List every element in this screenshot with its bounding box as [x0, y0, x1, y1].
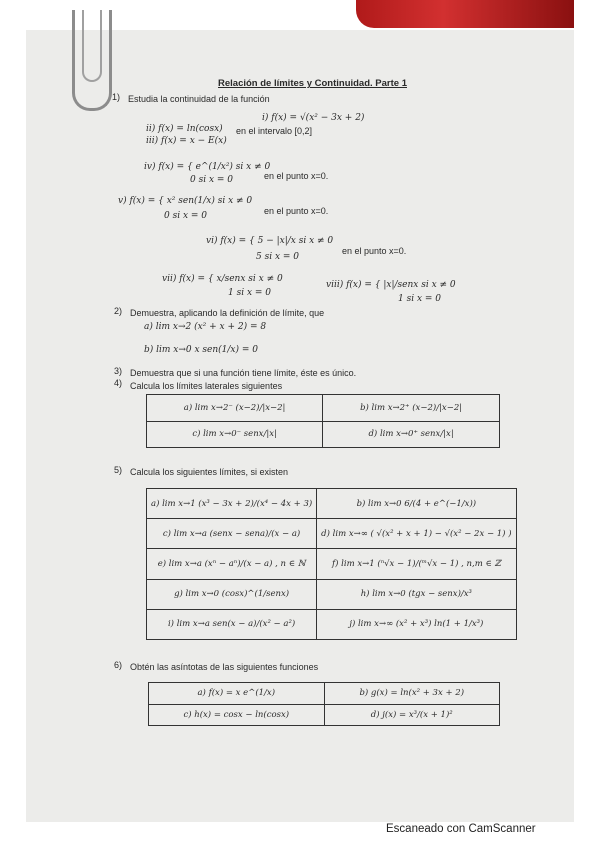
q1-viii-line1: viii) f(x) = { |x|/senx si x ≠ 0 — [326, 280, 456, 290]
q5-h: h) lim x→0 (tgx − senx)/x³ — [317, 579, 516, 609]
q1-vi-note: en el punto x=0. — [342, 246, 407, 256]
q5-e: e) lim x→a (xⁿ − aⁿ)/(x − a) , n ∈ ℕ — [147, 549, 317, 579]
q4-a: a) lim x→2⁻ (x−2)/|x−2| — [147, 395, 323, 422]
red-cover-corner — [356, 0, 574, 28]
q1-vii-line2: 1 si x = 0 — [228, 288, 272, 298]
q2-b: b) lim x→0 x sen(1/x) = 0 — [144, 345, 259, 355]
q5-d: d) lim x→∞ ( √(x² + x + 1) − √(x² − 2x − 1) ) — [317, 519, 516, 549]
q5-table — [146, 488, 517, 640]
q6-a: a) f(x) = x e^(1/x) — [149, 683, 325, 705]
q5-text: Calcula los siguientes límites, si existen — [130, 467, 289, 477]
paperclip-inner-icon — [82, 10, 102, 82]
q1-vii-line1: vii) f(x) = { x/senx si x ≠ 0 — [162, 274, 283, 284]
q5-a: a) lim x→1 (x³ − 3x + 2)/(x⁴ − 4x + 3) — [147, 489, 317, 519]
q3-text: Demuestra que si una función tiene límite, éste es único. — [130, 368, 357, 378]
page-title: Relación de límites y Continuidad. Parte 1 — [218, 78, 407, 89]
q3-number: 3) — [114, 366, 123, 376]
scanner-watermark: Escaneado con CamScanner — [386, 823, 536, 835]
q6-table — [148, 682, 500, 726]
q2-a: a) lim x→2 (x² + x + 2) = 8 — [144, 322, 267, 332]
q4-text: Calcula los límites laterales siguientes — [130, 381, 283, 391]
q6-number: 6) — [114, 660, 123, 670]
q5-c: c) lim x→a (senx − sena)/(x − a) — [147, 519, 317, 549]
q1-vi-line2: 5 si x = 0 — [256, 252, 300, 262]
q6-d: d) j(x) = x³/(x + 1)² — [324, 704, 500, 726]
q5-f: f) lim x→1 (ⁿ√x − 1)/(ᵐ√x − 1) , n,m ∈ ℤ — [317, 549, 516, 579]
q5-i: i) lim x→a sen(x − a)/(x² − a²) — [147, 609, 317, 639]
q6-b: b) g(x) = ln(x² + 3x + 2) — [324, 683, 500, 705]
q1-v-note: en el punto x=0. — [264, 206, 329, 216]
q1-iii: iii) f(x) = x − E(x) — [146, 136, 227, 146]
scanned-page — [26, 0, 574, 822]
q1-ii-interval: en el intervalo [0,2] — [236, 126, 313, 136]
q6-text: Obtén las asíntotas de las siguientes funciones — [130, 662, 319, 672]
q1-iv-note: en el punto x=0. — [264, 171, 329, 181]
q5-j: j) lim x→∞ (x² + x³) ln(1 + 1/x³) — [317, 609, 516, 639]
q4-b: b) lim x→2⁺ (x−2)/|x−2| — [323, 395, 500, 422]
q1-number: 1) — [112, 92, 121, 102]
q1-v-line1: v) f(x) = { x² sen(1/x) si x ≠ 0 — [118, 196, 253, 206]
q4-d: d) lim x→0⁺ senx/|x| — [323, 421, 500, 448]
q1-iv-line2: 0 si x = 0 — [190, 175, 234, 185]
q2-number: 2) — [114, 306, 123, 316]
q5-b: b) lim x→0 6/(4 + e^(−1/x)) — [317, 489, 516, 519]
q4-number: 4) — [114, 378, 123, 388]
q4-c: c) lim x→0⁻ senx/|x| — [147, 421, 323, 448]
q5-number: 5) — [114, 465, 123, 475]
q5-g: g) lim x→0 (cosx)^(1/senx) — [147, 579, 317, 609]
q1-vi-line1: vi) f(x) = { 5 − |x|/x si x ≠ 0 — [206, 236, 334, 246]
q1-ii: ii) f(x) = ln(cosx) — [146, 124, 223, 134]
q2-text: Demuestra, aplicando la definición de límite, que — [130, 308, 325, 318]
q1-viii-line2: 1 si x = 0 — [398, 294, 442, 304]
q1-i: i) f(x) = √(x² − 3x + 2) — [262, 113, 365, 123]
q1-text: Estudia la continuidad de la función — [128, 94, 270, 104]
q4-table — [146, 394, 500, 448]
q1-iv-line1: iv) f(x) = { e^(1/x²) si x ≠ 0 — [144, 162, 271, 172]
q1-v-line2: 0 si x = 0 — [164, 211, 208, 221]
q6-c: c) h(x) = cosx − ln(cosx) — [149, 704, 325, 726]
